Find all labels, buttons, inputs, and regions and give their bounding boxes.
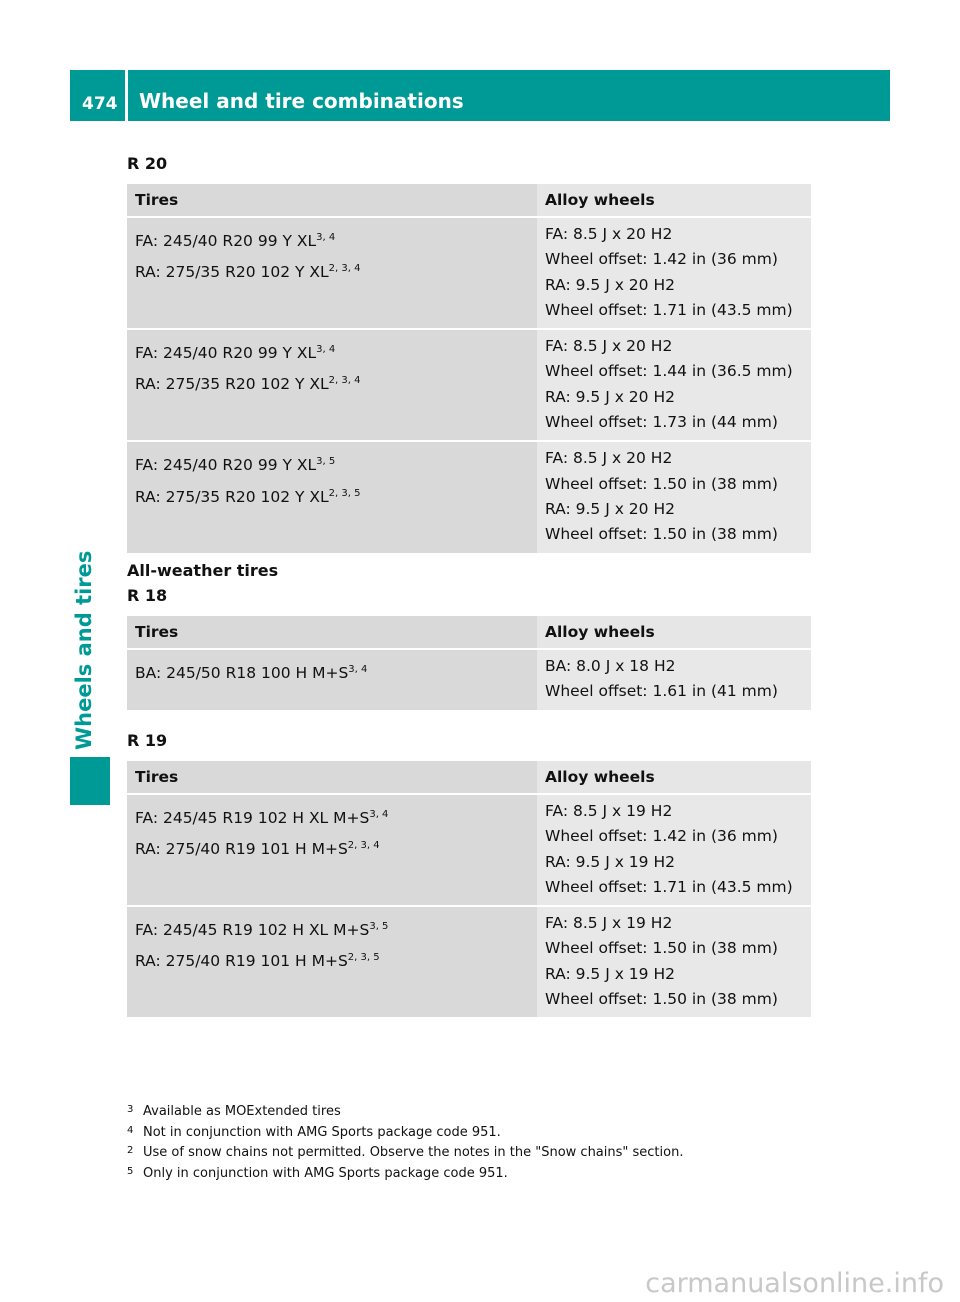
tire-spec bbox=[135, 913, 529, 944]
tires-cell bbox=[127, 441, 537, 553]
tire-spec bbox=[135, 336, 529, 367]
footnote-ref: 2, 3, 5 bbox=[328, 487, 361, 499]
tire-spec-text: FA: 245/45 R19 102 H XL M+S bbox=[135, 809, 370, 828]
tire-spec bbox=[135, 801, 529, 832]
sidebar-chapter-label: Wheels and tires bbox=[72, 550, 96, 750]
footnote-text: Use of snow chains not permitted. Observe the notes in the "Snow chains" section. bbox=[143, 1145, 684, 1160]
footnote-ref: 3, 4 bbox=[348, 664, 368, 675]
footnote-text: Only in conjunction with AMG Sports package code 951. bbox=[143, 1165, 508, 1181]
table-header-row bbox=[127, 616, 811, 649]
footnote-number: 5 bbox=[127, 1165, 134, 1177]
footnote bbox=[127, 1145, 683, 1160]
footnote-number: 3 bbox=[127, 1104, 134, 1115]
footnote bbox=[127, 1104, 341, 1119]
page-number: 474 bbox=[70, 70, 125, 121]
section-subheading: R 18 bbox=[127, 586, 168, 605]
wheel-spec: FA: 8.5 J x 20 H2 bbox=[545, 449, 673, 468]
tire-spec bbox=[135, 656, 529, 687]
tire-spec-text: RA: 275/40 R19 101 H M+S bbox=[135, 952, 348, 971]
wheel-spec: RA: 9.5 J x 20 H2 bbox=[545, 387, 675, 406]
wheel-spec: Wheel offset: 1.42 in (36 mm) bbox=[545, 827, 778, 846]
column-header-alloy-wheels: Alloy wheels bbox=[537, 616, 811, 649]
wheel-spec: Wheel offset: 1.71 in (43.5 mm) bbox=[545, 877, 793, 896]
tires-cell bbox=[127, 906, 537, 1018]
footnote bbox=[127, 1166, 508, 1181]
page-title: Wheel and tire combinations bbox=[128, 70, 890, 121]
footnote-ref: 2, 3, 4 bbox=[347, 840, 380, 852]
tire-table-r19 bbox=[127, 761, 811, 1019]
wheel-spec: FA: 8.5 J x 20 H2 bbox=[545, 225, 673, 243]
wheel-spec: Wheel offset: 1.50 in (38 mm) bbox=[545, 474, 778, 493]
wheel-spec: Wheel offset: 1.73 in (44 mm) bbox=[545, 413, 778, 432]
wheel-spec: Wheel offset: 1.50 in (38 mm) bbox=[545, 939, 778, 958]
table-row bbox=[127, 649, 811, 711]
tire-spec-text: BA: 245/50 R18 100 H M+S bbox=[135, 664, 349, 683]
wheel-spec: Wheel offset: 1.50 in (38 mm) bbox=[545, 990, 778, 1009]
tire-spec bbox=[135, 367, 529, 398]
footnote-number: 4 bbox=[127, 1124, 134, 1136]
tire-spec-text: FA: 245/40 R20 99 Y XL bbox=[135, 456, 317, 475]
tire-spec bbox=[135, 480, 529, 511]
wheel-spec: Wheel offset: 1.71 in (43.5 mm) bbox=[545, 300, 793, 319]
wheel-spec: Wheel offset: 1.44 in (36.5 mm) bbox=[545, 362, 793, 381]
section-heading: R 19 bbox=[127, 731, 168, 750]
tire-spec-text: RA: 275/35 R20 102 Y XL bbox=[135, 263, 329, 282]
footnote-ref: 3, 4 bbox=[369, 809, 389, 820]
wheel-spec: FA: 8.5 J x 19 H2 bbox=[545, 914, 673, 933]
alloy-wheels-cell bbox=[537, 794, 811, 906]
wheel-spec: RA: 9.5 J x 19 H2 bbox=[545, 852, 675, 871]
watermark: carmanualsonline.info bbox=[645, 1268, 944, 1299]
footnote-ref: 2, 3, 5 bbox=[347, 952, 380, 964]
wheel-spec: RA: 9.5 J x 19 H2 bbox=[545, 964, 675, 983]
alloy-wheels-cell bbox=[537, 329, 811, 441]
table-header-row bbox=[127, 184, 811, 217]
tire-spec-text: FA: 245/40 R20 99 Y XL bbox=[135, 344, 317, 363]
tire-spec-text: RA: 275/35 R20 102 Y XL bbox=[135, 487, 329, 506]
tire-spec-text: RA: 275/40 R19 101 H M+S bbox=[135, 840, 348, 859]
alloy-wheels-cell bbox=[537, 649, 811, 711]
alloy-wheels-cell bbox=[537, 906, 811, 1018]
table-row bbox=[127, 441, 811, 553]
column-header-tires: Tires bbox=[127, 616, 537, 649]
footnote-ref: 3, 5 bbox=[316, 456, 336, 468]
tire-table-r18 bbox=[127, 616, 811, 712]
sidebar-tab-marker bbox=[70, 757, 110, 805]
column-header-tires: Tires bbox=[127, 761, 537, 794]
wheel-spec: Wheel offset: 1.50 in (38 mm) bbox=[545, 525, 778, 544]
footnote-ref: 3, 4 bbox=[316, 232, 336, 243]
footnote-number: 2 bbox=[127, 1145, 134, 1156]
tire-spec bbox=[135, 448, 529, 479]
tire-spec-text: FA: 245/45 R19 102 H XL M+S bbox=[135, 921, 370, 940]
table-row bbox=[127, 794, 811, 906]
wheel-spec: RA: 9.5 J x 20 H2 bbox=[545, 499, 675, 518]
table-header-row bbox=[127, 761, 811, 794]
tires-cell bbox=[127, 794, 537, 906]
tire-table-r20 bbox=[127, 184, 811, 555]
column-header-tires: Tires bbox=[127, 184, 537, 217]
tire-spec bbox=[135, 255, 529, 286]
tire-spec-text: RA: 275/35 R20 102 Y XL bbox=[135, 375, 329, 394]
tire-spec bbox=[135, 224, 529, 255]
footnote-text: Available as MOExtended tires bbox=[143, 1104, 341, 1119]
table-row bbox=[127, 329, 811, 441]
footnote-ref: 3, 4 bbox=[316, 344, 336, 356]
column-header-alloy-wheels: Alloy wheels bbox=[537, 761, 811, 794]
wheel-spec: BA: 8.0 J x 18 H2 bbox=[545, 657, 676, 675]
tire-spec bbox=[135, 944, 529, 975]
wheel-spec: FA: 8.5 J x 20 H2 bbox=[545, 337, 673, 356]
alloy-wheels-cell bbox=[537, 441, 811, 553]
tires-cell bbox=[127, 649, 537, 711]
alloy-wheels-cell bbox=[537, 217, 811, 329]
footnote-text: Not in conjunction with AMG Sports package code 951. bbox=[143, 1124, 501, 1140]
wheel-spec: Wheel offset: 1.42 in (36 mm) bbox=[545, 250, 778, 269]
footnote-ref: 2, 3, 4 bbox=[328, 375, 361, 387]
table-row bbox=[127, 217, 811, 329]
tires-cell bbox=[127, 329, 537, 441]
tire-spec-text: FA: 245/40 R20 99 Y XL bbox=[135, 232, 317, 251]
footnote bbox=[127, 1125, 501, 1140]
tire-spec bbox=[135, 832, 529, 863]
column-header-alloy-wheels: Alloy wheels bbox=[537, 184, 811, 217]
table-row bbox=[127, 906, 811, 1018]
section-heading: R 20 bbox=[127, 154, 168, 173]
footnote-ref: 2, 3, 4 bbox=[328, 263, 361, 275]
wheel-spec: FA: 8.5 J x 19 H2 bbox=[545, 802, 673, 820]
tires-cell bbox=[127, 217, 537, 329]
footnote-ref: 3, 5 bbox=[369, 921, 389, 933]
wheel-spec: Wheel offset: 1.61 in (41 mm) bbox=[545, 682, 778, 701]
wheel-spec: RA: 9.5 J x 20 H2 bbox=[545, 275, 675, 294]
section-heading: All-weather tires bbox=[127, 561, 279, 580]
